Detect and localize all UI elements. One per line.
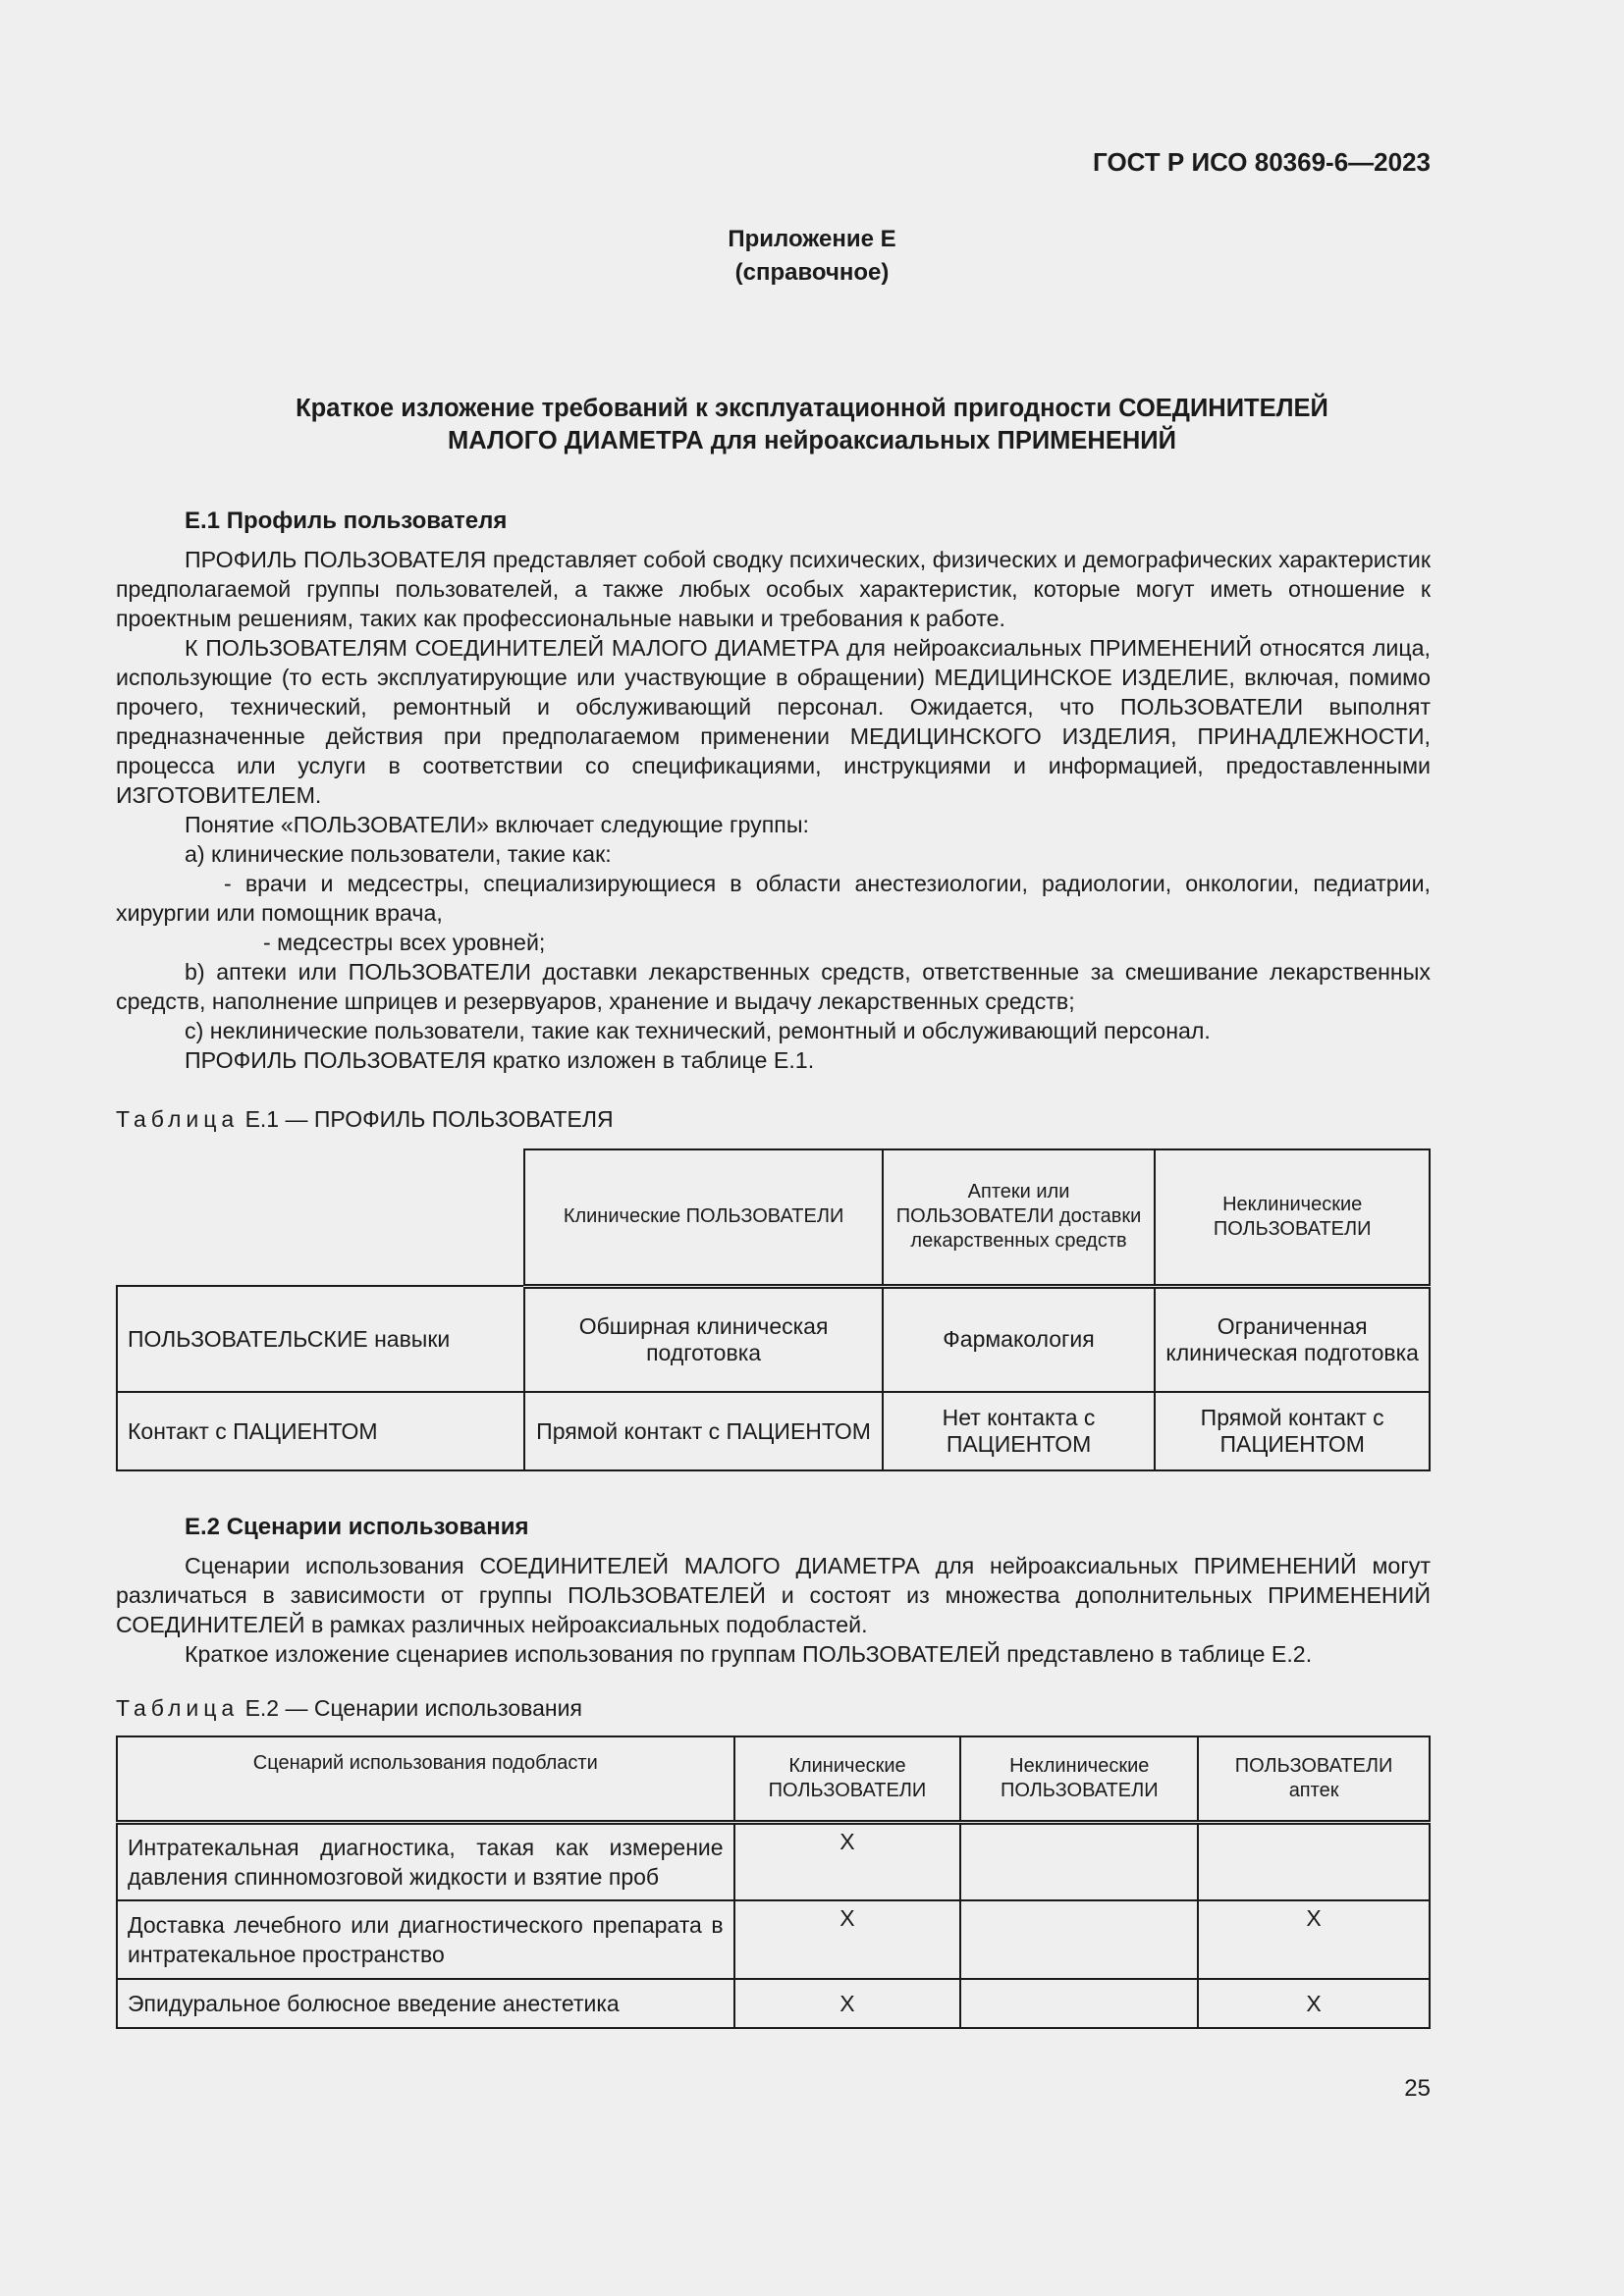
table-cell-mark: X xyxy=(1198,1900,1430,1979)
table-cell: Нет контакта с ПАЦИЕНТОМ xyxy=(883,1392,1156,1470)
table-cell: Прямой контакт с ПАЦИЕНТОМ xyxy=(524,1392,882,1470)
section-e2-heading: Е.2 Сценарии использования xyxy=(185,1514,529,1540)
table-row-label: Интратекальная диагностика, такая как измерение давления спинномозговой жидкости и взятие проб xyxy=(117,1822,734,1900)
paragraph: К ПОЛЬЗОВАТЕЛЯМ СОЕДИНИТЕЛЕЙ МАЛОГО ДИАМЕТРА для нейроаксиальных ПРИМЕНЕНИЙ относятся лица, использующие (то есть эксплуатирующие или участвующие в обращении) МЕДИЦИНСКОЕ ИЗДЕЛИЕ, включая, помимо прочего, технический, ремонтный и обслуживающий персонал. Ожидается, что ПОЛЬЗОВАТЕЛИ выполнят предназначенные действия при предполагаемом применении МЕДИЦИНСКОГО ИЗДЕЛИЯ, ПРИНАДЛЕЖНОСТИ, процесса или услуги в соответствии со спецификациями, инструкциями и информацией, предоставленными ИЗГОТОВИТЕЛЕМ. xyxy=(116,635,1431,808)
table-header-cell: Неклинические ПОЛЬЗОВАТЕЛИ xyxy=(1155,1149,1430,1286)
table-header-cell: Аптеки или ПОЛЬЗОВАТЕЛИ доставки лекарственных средств xyxy=(883,1149,1156,1286)
table-cell-mark xyxy=(960,1979,1198,2028)
paragraph: Понятие «ПОЛЬЗОВАТЕЛИ» включает следующие группы: xyxy=(185,812,809,837)
table-cell-mark xyxy=(960,1822,1198,1900)
list-dash-item: - медсестры всех уровней; xyxy=(263,930,546,955)
table-cell-mark xyxy=(960,1900,1198,1979)
section-e1-body xyxy=(116,545,1431,1075)
table-cell: Фармакология xyxy=(883,1286,1156,1392)
table-row xyxy=(117,1286,1430,1392)
paragraph: ПРОФИЛЬ ПОЛЬЗОВАТЕЛЯ представляет собой сводку психических, физических и демографических характеристик предполагаемой группы пользователей, а также любых особых характеристик, которые могут иметь отношение к проектным решениям, таких как профессиональные навыки и требования к работе. xyxy=(116,547,1431,631)
table-cell-mark xyxy=(1198,1822,1430,1900)
table-cell-mark: X xyxy=(1198,1979,1430,2028)
table-header-row xyxy=(117,1736,1430,1822)
table-e1 xyxy=(116,1148,1431,1471)
table-header-row xyxy=(117,1149,1430,1286)
page-number: 25 xyxy=(1404,2075,1431,2102)
table-header-cell: Сценарий использования подобласти xyxy=(117,1736,734,1822)
table-row-label: ПОЛЬЗОВАТЕЛЬСКИЕ навыки xyxy=(117,1286,524,1392)
table-e2 xyxy=(116,1735,1431,2029)
table-row xyxy=(117,1392,1430,1470)
table-caption-text: Е.1 — ПРОФИЛЬ ПОЛЬЗОВАТЕЛЯ xyxy=(239,1106,614,1132)
table-cell-mark: X xyxy=(734,1979,961,2028)
table-cell: Обширная клиническая подготовка xyxy=(524,1286,882,1392)
section-e2-body xyxy=(116,1551,1431,1669)
table-header-cell: Неклинические ПОЛЬЗОВАТЕЛИ xyxy=(960,1736,1198,1822)
table-caption-word: Таблица xyxy=(116,1695,240,1721)
table-caption-text: Е.2 — Сценарии использования xyxy=(239,1695,582,1721)
table-corner-cell xyxy=(117,1149,524,1286)
paragraph: ПРОФИЛЬ ПОЛЬЗОВАТЕЛЯ кратко изложен в таблице Е.1. xyxy=(185,1047,815,1073)
table-row xyxy=(117,1900,1430,1979)
table-header-cell: Клинические ПОЛЬЗОВАТЕЛИ xyxy=(524,1149,882,1286)
appendix-label: Приложение Е xyxy=(728,226,896,252)
table-row xyxy=(117,1822,1430,1900)
table-caption-word: Таблица xyxy=(116,1106,240,1132)
table-row xyxy=(117,1979,1430,2028)
document-title xyxy=(177,393,1447,457)
table-header-cell: ПОЛЬЗОВАТЕЛИ аптек xyxy=(1198,1736,1430,1822)
table-e2-caption xyxy=(116,1695,582,1722)
title-line-1: Краткое изложение требований к эксплуатационной пригодности СОЕДИНИТЕЛЕЙ xyxy=(296,395,1328,422)
table-cell-mark: X xyxy=(734,1822,961,1900)
table-cell: Ограниченная клиническая подготовка xyxy=(1155,1286,1430,1392)
list-dash-item: - врачи и медсестры, специализирующиеся в области анестезиологии, радиологии, онкологии, педиатрии, хирургии или помощник врача, xyxy=(116,871,1431,926)
paragraph: Сценарии использования СОЕДИНИТЕЛЕЙ МАЛОГО ДИАМЕТРА для нейроаксиальных ПРИМЕНЕНИЙ могут различаться в зависимости от группы ПОЛЬЗОВАТЕЛЕЙ и состоят из множества дополнительных ПРИМЕНЕНИЙ СОЕДИНИТЕЛЕЙ в рамках различных нейроаксиальных подобластей. xyxy=(116,1553,1431,1637)
table-row-label: Контакт с ПАЦИЕНТОМ xyxy=(117,1392,524,1470)
section-e1-heading: Е.1 Профиль пользователя xyxy=(185,507,508,534)
table-row-label: Доставка лечебного или диагностического препарата в интратекальное пространство xyxy=(117,1900,734,1979)
table-cell-mark: X xyxy=(734,1900,961,1979)
appendix-type: (справочное) xyxy=(734,259,890,286)
standard-designation: ГОСТ Р ИСО 80369-6—2023 xyxy=(1093,147,1431,177)
table-header-cell: Клинические ПОЛЬЗОВАТЕЛИ xyxy=(734,1736,961,1822)
paragraph: Краткое изложение сценариев использования по группам ПОЛЬЗОВАТЕЛЕЙ представлено в таблице Е.2. xyxy=(185,1641,1313,1667)
list-item-b: b) аптеки или ПОЛЬЗОВАТЕЛИ доставки лекарственных средств, ответственные за смешивание лекарственных средств, наполнение шприцев и резервуаров, хранение и выдачу лекарственных средств; xyxy=(116,959,1431,1014)
title-line-2: МАЛОГО ДИАМЕТРА для нейроаксиальных ПРИМЕНЕНИЙ xyxy=(448,427,1176,454)
table-e1-caption xyxy=(116,1106,614,1133)
list-item-c: c) неклинические пользователи, такие как технический, ремонтный и обслуживающий персонал. xyxy=(185,1018,1211,1043)
table-cell: Прямой контакт с ПАЦИЕНТОМ xyxy=(1155,1392,1430,1470)
table-row-label: Эпидуральное болюсное введение анестетика xyxy=(117,1979,734,2028)
list-item-a: a) клинические пользователи, такие как: xyxy=(185,841,612,867)
